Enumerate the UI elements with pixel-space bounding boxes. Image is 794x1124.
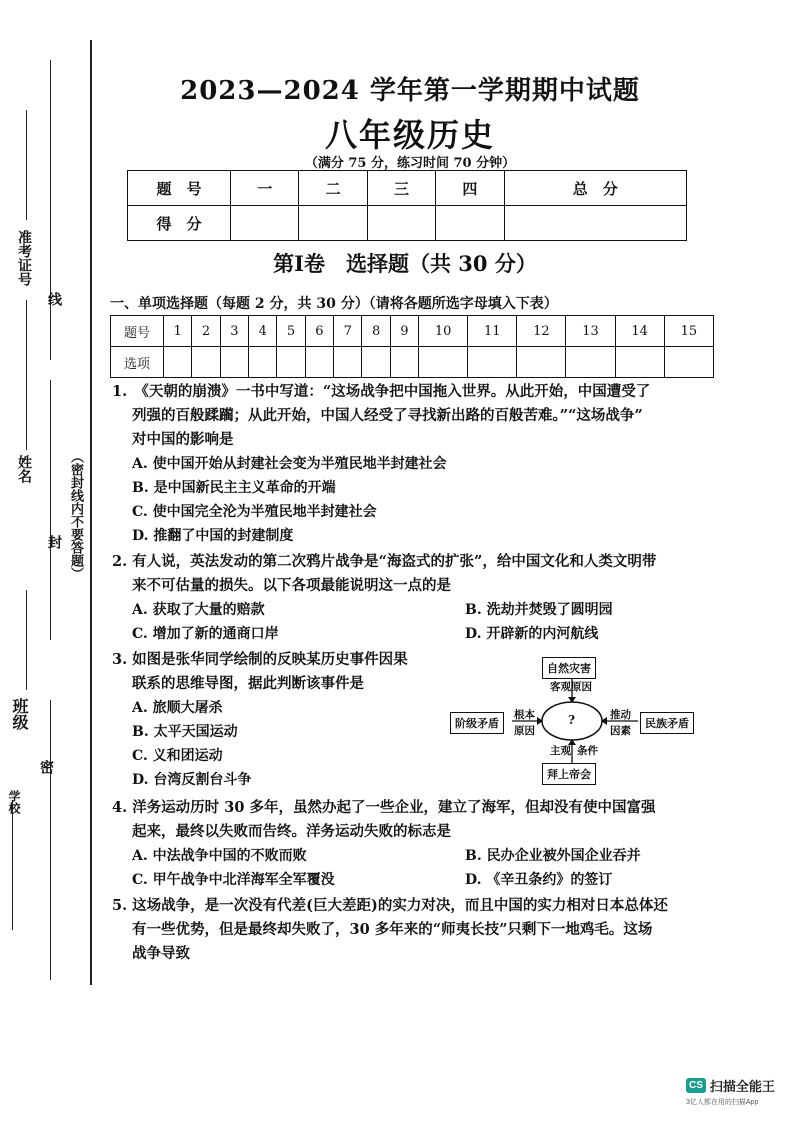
node-natural-disaster: 自然灾害: [542, 657, 596, 679]
question-1-stem-1: 1. 《天朝的崩溃》一书中写道：“这场战争把中国拖入世界。从此开始，中国遭受了: [112, 383, 651, 400]
answer-cell-11[interactable]: [468, 347, 517, 378]
answer-number-14: 14: [615, 316, 664, 347]
answer-cell-15[interactable]: [664, 347, 713, 378]
label-subjective-2: 条件: [577, 745, 598, 757]
score-cell[interactable]: [367, 206, 435, 241]
seal-line-char-2: 封: [46, 535, 62, 549]
score-header-1: 一: [231, 171, 299, 206]
instruction: 一、单项选择题（每题 2 分，共 30 分）（请将各题所选字母填入下表）: [110, 296, 558, 312]
class-label: 班级: [10, 698, 29, 730]
name-label: 姓名: [16, 455, 32, 483]
seal-line-char-1: 线: [46, 292, 62, 306]
answer-number-8: 8: [362, 316, 390, 347]
label-fundamental-1: 根本: [514, 709, 535, 721]
exam-id-label: 准考证号: [16, 230, 32, 286]
score-header-2: 二: [299, 171, 367, 206]
question-3-option-a: A. 旅顺大屠杀: [132, 700, 223, 716]
answer-number-3: 3: [220, 316, 248, 347]
answer-cell-10[interactable]: [419, 347, 468, 378]
exam-subtitle: （满分 75 分，练习时间 70 分钟）: [304, 156, 516, 171]
answer-cell-2[interactable]: [192, 347, 220, 378]
answer-cell-9[interactable]: [390, 347, 418, 378]
sidebar-rule-1: [50, 60, 51, 360]
node-unknown-event: ?: [568, 713, 576, 727]
question-2-stem-1: 2. 有人说，英法发动的第二次鸦片战争是“海盗式的扩张”，给中国文化和人类文明带: [112, 553, 657, 570]
question-1-option-d: D. 推翻了中国的封建制度: [132, 528, 294, 544]
answer-number-7: 7: [334, 316, 362, 347]
question-1-stem-2: 列强的百般蹂躏；从此开始，中国人经受了寻找新出路的百般苦难。”“这场战争”: [132, 407, 643, 424]
score-cell[interactable]: [299, 206, 367, 241]
score-row-label: 得 分: [128, 206, 231, 241]
answer-number-5: 5: [277, 316, 305, 347]
answer-cell-7[interactable]: [334, 347, 362, 378]
section-title: 第Ⅰ卷 选择题（共 30 分）: [273, 251, 537, 276]
score-header-total: 总 分: [504, 171, 686, 206]
question-4-stem-1: 4. 洋务运动历时 30 多年，虽然办起了一些企业，建立了海军，但却没有使中国富强: [112, 799, 656, 816]
answer-number-4: 4: [249, 316, 277, 347]
answer-cell-14[interactable]: [615, 347, 664, 378]
answer-cell-12[interactable]: [517, 347, 566, 378]
label-fundamental-2: 原因: [514, 725, 535, 737]
subject-title: 八年级历史: [324, 116, 495, 154]
answer-row-label: 选项: [111, 347, 164, 378]
question-4-option-c: C. 甲午战争中北洋海军全军覆没: [132, 872, 335, 888]
question-5-stem-3: 战争导致: [132, 945, 190, 962]
exam-id-blank: [26, 110, 27, 220]
answer-number-2: 2: [192, 316, 220, 347]
answer-number-6: 6: [305, 316, 333, 347]
answer-cell-4[interactable]: [249, 347, 277, 378]
question-2-option-b: B. 洗劫并焚毁了圆明园: [465, 602, 613, 618]
question-1-option-a: A. 使中国开始从封建社会变为半殖民地半封建社会: [132, 456, 447, 472]
label-subjective-1: 主观: [550, 745, 571, 757]
question-4-option-b: B. 民办企业被外国企业吞并: [465, 848, 641, 864]
score-header-4: 四: [436, 171, 504, 206]
answer-cell-6[interactable]: [305, 347, 333, 378]
answer-cell-13[interactable]: [566, 347, 615, 378]
answer-number-10: 10: [419, 316, 468, 347]
question-4-option-a: A. 中法战争中国的不败而败: [132, 848, 307, 864]
question-3-option-b: B. 太平天国运动: [132, 724, 238, 740]
answer-number-11: 11: [468, 316, 517, 347]
score-header-label: 题 号: [128, 171, 231, 206]
score-cell[interactable]: [231, 206, 299, 241]
score-table: [127, 170, 687, 241]
question-1-option-c: C. 使中国完全沦为半殖民地半封建社会: [132, 504, 377, 520]
node-god-worshipping-society: 拜上帝会: [542, 763, 596, 785]
question-4-stem-2: 起来，最终以失败而告终。洋务运动失败的标志是: [132, 823, 451, 840]
answer-table: [110, 315, 714, 378]
question-4-option-d: D. 《辛丑条约》的签订: [465, 872, 613, 888]
answer-cell-5[interactable]: [277, 347, 305, 378]
class-blank: [26, 590, 27, 690]
label-driving-1: 推动: [610, 709, 631, 721]
name-blank: [26, 300, 27, 450]
score-cell[interactable]: [436, 206, 504, 241]
question-5-stem-2: 有一些优势，但是最终却失败了，30 多年来的“师夷长技”只剩下一地鸡毛。这场: [132, 921, 653, 938]
answer-cell-3[interactable]: [220, 347, 248, 378]
cs-logo-icon: CS: [686, 1078, 706, 1093]
question-1-stem-3: 对中国的影响是: [132, 431, 234, 448]
question-2-option-d: D. 开辟新的内河航线: [465, 626, 599, 642]
mind-map-diagram: [450, 655, 710, 785]
question-2-stem-2: 来不可估量的损失。以下各项最能说明这一点的是: [132, 577, 451, 594]
answer-number-13: 13: [566, 316, 615, 347]
question-3-option-c: C. 义和团运动: [132, 748, 223, 764]
seal-line-char-3: 密: [38, 760, 54, 774]
sidebar-rule-2: [50, 380, 51, 640]
answer-header-label: 题号: [111, 316, 164, 347]
sealing-notice: （密封线内不要答题）: [68, 450, 83, 580]
answer-number-9: 9: [390, 316, 418, 347]
label-objective-cause: 客观原因: [550, 681, 592, 693]
score-header-3: 三: [367, 171, 435, 206]
answer-cell-1[interactable]: [164, 347, 192, 378]
score-cell[interactable]: [504, 206, 686, 241]
scanner-watermark: [686, 1076, 775, 1107]
school-label: 学校: [7, 790, 21, 814]
question-1-option-b: B. 是中国新民主主义革命的开端: [132, 480, 336, 496]
label-driving-2: 因素: [610, 725, 631, 737]
question-2-option-a: A. 获取了大量的赔款: [132, 602, 265, 618]
question-3-option-d: D. 台湾反割台斗争: [132, 772, 252, 788]
node-ethnic-conflict: 民族矛盾: [640, 712, 694, 734]
question-3-stem-1: 3. 如图是张华同学绘制的反映某历史事件因果: [112, 651, 408, 668]
scanner-tagline: 3亿人都在用的扫描App: [686, 1099, 759, 1106]
answer-cell-8[interactable]: [362, 347, 390, 378]
exam-title: 2023—2024 学年第一学期期中试题: [180, 76, 640, 106]
question-2-option-c: C. 增加了新的通商口岸: [132, 626, 279, 642]
scanner-brand: 扫描全能王: [709, 1079, 775, 1094]
answer-number-1: 1: [164, 316, 192, 347]
answer-number-15: 15: [664, 316, 713, 347]
answer-number-12: 12: [517, 316, 566, 347]
question-5-stem-1: 5. 这场战争，是一次没有代差(巨大差距)的实力对决，而且中国的实力相对日本总体还: [112, 897, 668, 914]
sidebar-rule-3: [50, 700, 51, 980]
node-class-conflict: 阶级矛盾: [450, 712, 504, 734]
school-blank: [12, 800, 13, 930]
binding-line: [90, 40, 92, 985]
question-3-stem-2: 联系的思维导图，据此判断该事件是: [132, 675, 364, 692]
